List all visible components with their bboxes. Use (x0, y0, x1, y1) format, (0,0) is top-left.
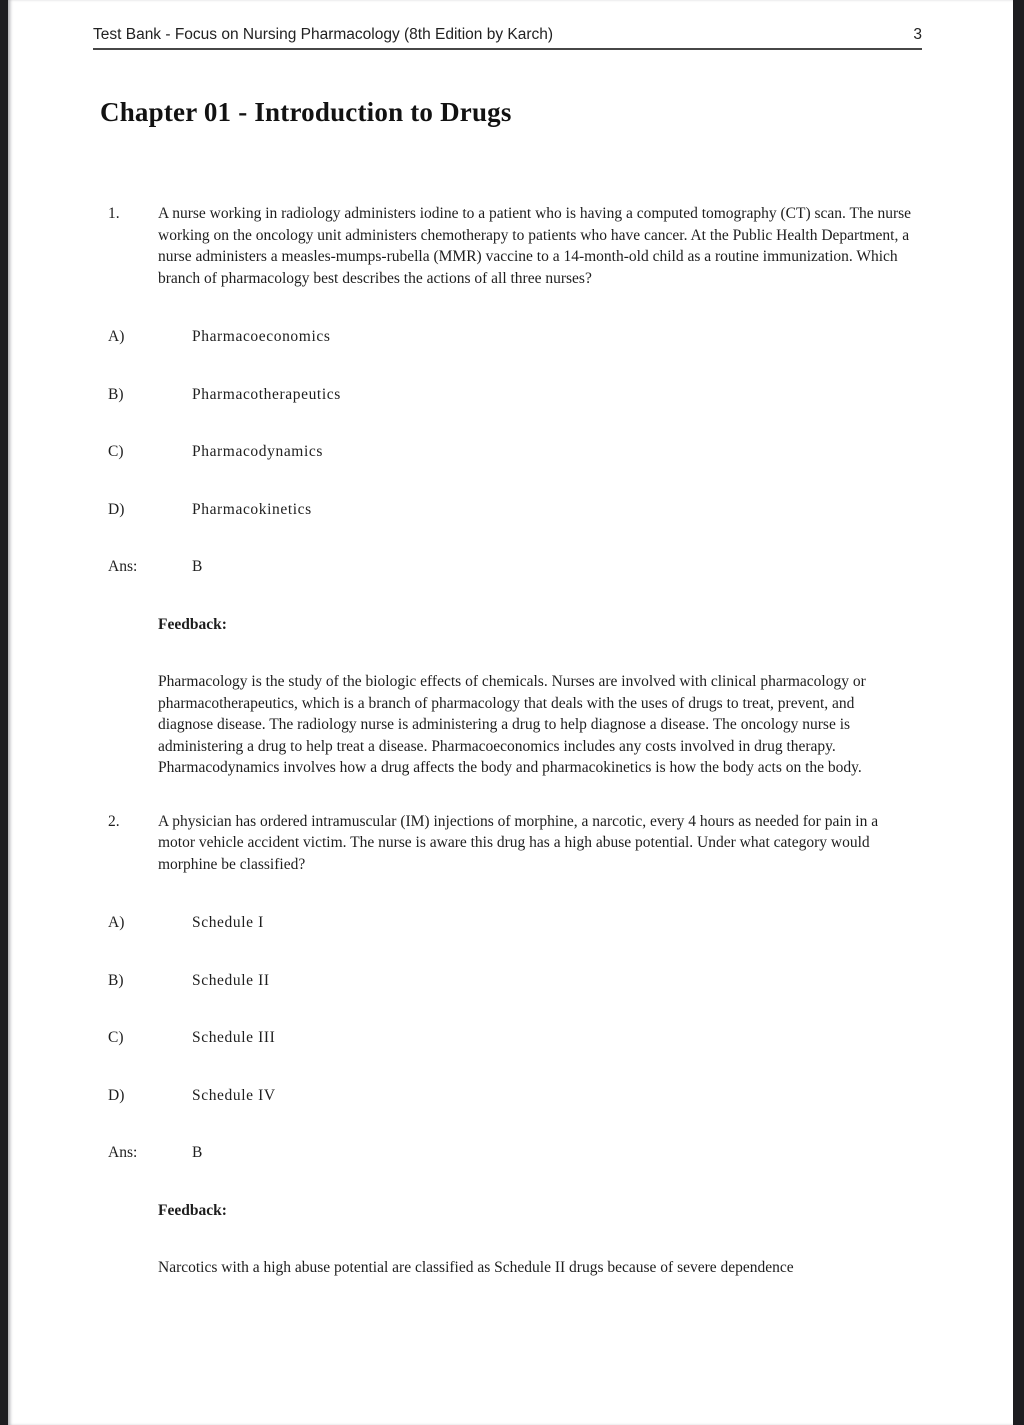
option-label: D) (108, 500, 125, 518)
option-label: B) (108, 385, 124, 403)
question-text: A nurse working in radiology administers iodine to a patient who is having a computed tomography (CT) scan. The nurse working on the oncology unit administers chemotherapy to patients who have cancer. At the Public Health Department, a nurse administers a measles-mumps-rubella (MMR) vaccine to a 14-month-old child as a routine immunization. Which branch of pharmacology best describes the actions of all three nurses? (158, 205, 912, 287)
options-list (108, 326, 1013, 520)
option-text: Schedule II (192, 971, 270, 989)
feedback-text: Narcotics with a high abuse potential are classified as Schedule II drugs because of severe dependence (158, 1259, 794, 1276)
feedback-text: Pharmacology is the study of the biologic effects of chemicals. Nurses are involved with clinical pharmacology or pharmacotherapeutics, which is a branch of pharmacology that deals with the uses of drugs to treat, prevent, and diagnose disease. The radiology nurse is administering a drug to help diagnose a disease. The oncology nurse is administering a drug to help treat a disease. Pharmacoeconomics includes any costs involved in drug therapy. Pharmacodynamics involves how a drug affects the body and pharmacokinetics is how the body acts on the body. (158, 673, 866, 776)
option-label: D) (108, 1086, 125, 1104)
question-block (8, 811, 1013, 1279)
question-text: A physician has ordered intramuscular (IM) injections of morphine, a narcotic, every 4 hours as needed for pain in a motor vehicle accident victim. The nurse is aware this drug has a high abuse potential. Under what category would morphine be classified? (158, 812, 879, 873)
option-label: C) (108, 443, 124, 460)
page-header (93, 25, 922, 50)
option-row (108, 499, 1013, 521)
option-label: A) (108, 328, 125, 345)
option-label: B) (108, 971, 124, 989)
option-row (108, 970, 1013, 992)
option-row (108, 1085, 1013, 1107)
option-text: Schedule I (192, 914, 264, 931)
question-text-row (108, 203, 1013, 289)
question-text-row (108, 811, 1013, 876)
option-text: Schedule III (192, 1029, 276, 1046)
option-text: Pharmacoeconomics (192, 328, 331, 345)
options-list (108, 912, 1013, 1106)
answer-row (108, 556, 1013, 578)
question-number: 2. (108, 812, 120, 830)
answer-label: Ans: (108, 1144, 138, 1161)
option-text: Schedule IV (192, 1086, 276, 1104)
header-title: Test Bank - Focus on Nursing Pharmacology (8th Edition by Karch) (93, 26, 554, 43)
question-number: 1. (108, 205, 120, 222)
option-text: Pharmacodynamics (192, 443, 323, 460)
questions-list (8, 203, 1013, 1279)
document-page (8, 0, 1013, 1425)
chapter-title: Chapter 01 - Introduction to Drugs (100, 97, 512, 127)
option-label: A) (108, 914, 125, 931)
answer-value: B (192, 558, 203, 575)
option-row (108, 912, 1013, 934)
answer-label: Ans: (108, 558, 138, 575)
option-label: C) (108, 1029, 124, 1046)
option-row (108, 384, 1013, 406)
option-row (108, 441, 1013, 463)
feedback-heading: Feedback: (158, 615, 227, 633)
option-text: Pharmacotherapeutics (192, 385, 341, 403)
answer-value: B (192, 1144, 203, 1161)
answer-row (108, 1142, 1013, 1164)
feedback-heading: Feedback: (158, 1201, 227, 1219)
option-row (108, 1027, 1013, 1049)
option-row (108, 326, 1013, 348)
page-number: 3 (913, 26, 922, 43)
question-block (8, 203, 1013, 779)
option-text: Pharmacokinetics (192, 500, 312, 518)
